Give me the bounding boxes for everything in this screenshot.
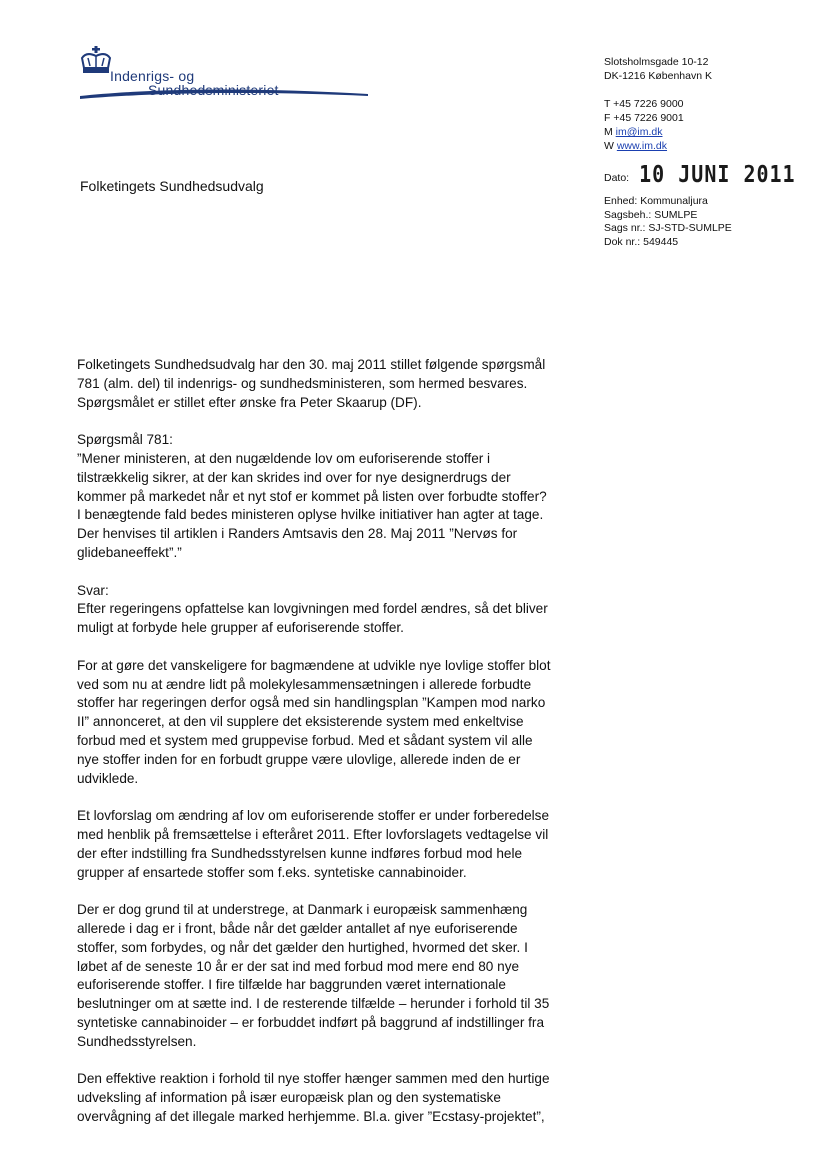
body-line: kommer på markedet når et nyt stof er kommet på listen over forbudte stoffer? — [77, 488, 547, 504]
body-line: Et lovforslag om ændring af lov om euforiserende stoffer er under forberedelse — [77, 808, 550, 824]
meta-case-officer: Sagsbeh.: SUMLPE — [604, 208, 698, 221]
body-line: med henblik på fremsættelse i efteråret 2011. Efter lovforslagets vedtagelse vil — [77, 826, 549, 842]
body-line: stoffer, som forbydes, og når det gælder den hurtighed, hvormed det sker. I — [77, 939, 528, 955]
body-line: Svar: — [77, 582, 109, 598]
address-street: Slotsholmsgade 10-12 — [604, 56, 709, 68]
body-line: Efter regeringens opfattelse kan lovgivningen med fordel ændres, så det bliver — [77, 601, 548, 617]
address-city: DK-1216 København K — [604, 70, 712, 82]
paragraph-answer — [77, 582, 577, 638]
body-line: forbud med et system med gruppevise forbud. Med et sådant system vil alle — [77, 732, 533, 748]
body-line: I benægtende fald bedes ministeren oplyse hvilke initiativer han agter at tage. — [77, 507, 544, 523]
body-line: beslutninger om at sætte ind. I de resterende tilfælde – herunder i forhold til 35 — [77, 996, 550, 1012]
body-line: nye stoffer inden for en forbudt gruppe være ulovlige, allerede inden de er — [77, 751, 521, 767]
body-line: Der er dog grund til at understrege, at Danmark i europæisk sammenhæng — [77, 902, 528, 918]
logo-text-line1: Indenrigs- og — [110, 68, 195, 84]
body-line: allerede i dag er i front, både når det gælder antallet af nye euforiserende — [77, 920, 518, 936]
body-line: der efter indstilling fra Sundhedsstyrelsen kunne indføres forbud mod hele — [77, 845, 523, 861]
body-line: Folketingets Sundhedsudvalg har den 30. maj 2011 stillet følgende spørgsmål — [77, 357, 546, 372]
body-line: syntetiske cannabinoider – er forbuddet indført på baggrund af indstillinger fra — [77, 1014, 544, 1030]
meta-unit: Enhed: Kommunaljura — [604, 195, 708, 207]
paragraph-reaction — [77, 1070, 577, 1126]
body-line: udviklede. — [77, 770, 139, 786]
body-line: Spørgsmål 781: — [77, 432, 173, 448]
paragraph-intro — [77, 356, 577, 412]
body-line: udveksling af information på især europæisk plan og den systematiske — [77, 1090, 501, 1106]
contact-email — [604, 125, 684, 139]
meta-doc-number: Dok nr.: 549445 — [604, 235, 679, 248]
body-line: Spørgsmålet er stillet efter ønske fra Peter Skaarup (DF). — [77, 394, 422, 410]
letter-body — [77, 356, 577, 1145]
meta-case-number: Sags nr.: SJ-STD-SUMLPE — [604, 222, 732, 234]
date-row — [604, 160, 796, 195]
crown-icon — [78, 46, 114, 76]
body-line: glidebaneeffekt”.” — [77, 544, 182, 560]
date-stamp: 10 JUNI 2011 — [639, 160, 796, 188]
contact-phone — [604, 97, 684, 111]
date-label: Dato: — [604, 172, 630, 184]
body-line: Sundhedsstyrelsen. — [77, 1033, 197, 1049]
body-line: For at gøre det vanskeligere for bagmændene at udvikle nye lovlige stoffer blot — [77, 657, 551, 673]
phone-label: T — [604, 98, 611, 110]
fax-value: +45 7226 9001 — [613, 112, 684, 124]
phone-value: +45 7226 9000 — [613, 98, 684, 110]
web-label: W — [604, 140, 614, 152]
paragraph-action-plan — [77, 657, 577, 789]
body-line: ved som nu at ændre lidt på molekylesammensætningen i allerede forbudte — [77, 676, 532, 692]
logo-text-line2: Sundhedsministeriet — [148, 82, 279, 98]
email-label: M — [604, 126, 613, 138]
body-line: Der henvises til artiklen i Randers Amtsavis den 28. Maj 2011 ”Nervøs for — [77, 526, 518, 542]
body-line: grupper af ensartede stoffer som f.eks. syntetiske cannabinoider. — [77, 864, 467, 880]
recipient: Folketingets Sundhedsudvalg — [80, 178, 264, 194]
document-meta — [604, 160, 796, 249]
body-line: ”Mener ministeren, at den nugældende lov om euforiserende stoffer i — [77, 450, 491, 466]
fax-label: F — [604, 112, 611, 124]
body-line: II” annonceret, at den vil supplere det eksisterende system med enkeltvise — [77, 714, 524, 730]
body-line: tilstrækkelig sikrer, at der kan skrides ind over for nye designerdrugs der — [77, 469, 511, 485]
body-line: muligt at forbyde hele grupper af euforiserende stoffer. — [77, 620, 404, 636]
contact-web — [604, 139, 684, 153]
contact-fax — [604, 111, 684, 125]
body-line: overvågning af det illegale marked herhjemme. Bl.a. giver ”Ecstasy-projektet”, — [77, 1108, 545, 1124]
contact-block — [604, 97, 684, 153]
email-link[interactable]: im@im.dk — [615, 126, 663, 138]
body-line: 781 (alm. del) til indenrigs- og sundhedsministeren, som hermed besvares. — [77, 375, 528, 391]
paragraph-denmark — [77, 901, 577, 1051]
paragraph-question — [77, 431, 577, 563]
address-block — [604, 55, 712, 83]
web-link[interactable]: www.im.dk — [616, 140, 668, 152]
body-line: euforiserende stoffer. I fire tilfælde har baggrunden været internationale — [77, 977, 506, 993]
paragraph-bill — [77, 807, 577, 882]
body-line: stoffer har regeringen derfor også med sin handlingsplan ”Kampen mod narko — [77, 695, 546, 711]
ministry-logo — [78, 46, 370, 108]
body-line: løbet af de seneste 10 år er der sat ind med forbud mod mere end 80 nye — [77, 958, 520, 974]
body-line: Den effektive reaktion i forhold til nye stoffer hænger sammen med den hurtige — [77, 1071, 550, 1087]
